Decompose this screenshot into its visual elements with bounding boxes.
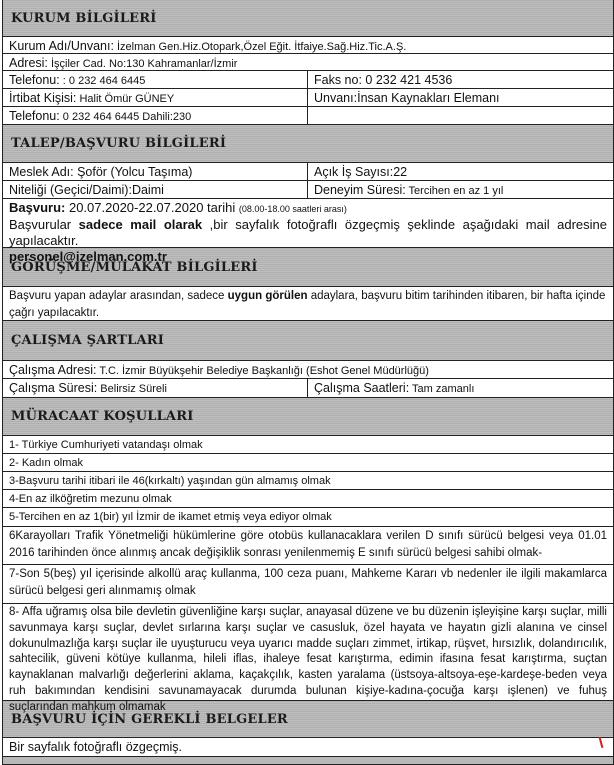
field-label: Çalışma Saatleri: bbox=[314, 381, 410, 395]
row-meslek bbox=[3, 163, 613, 181]
field-label: Telefonu: bbox=[9, 109, 60, 123]
row-nitelik bbox=[3, 181, 613, 199]
section-header-calisma bbox=[3, 321, 613, 361]
field-value: : 0 232 464 6445 bbox=[59, 75, 146, 87]
list-item: 5-Tercihen en az 1(bir) yıl İzmir de ikamet etmiş veya ediyor olmak bbox=[3, 508, 613, 527]
list-item: 1- Türkiye Cumhuriyeti vatandaşı olmak bbox=[3, 436, 613, 454]
section-title: GÖRÜŞME/MÜLAKAT BİLGİLERİ bbox=[11, 259, 258, 275]
section-header-talep bbox=[3, 125, 613, 163]
field-label: Adresi: bbox=[9, 56, 48, 70]
field-value: 22 bbox=[393, 165, 408, 179]
field-label: Meslek Adı: bbox=[9, 165, 74, 179]
job-posting-document bbox=[2, 0, 614, 765]
basvurular-text: Başvurular bbox=[9, 217, 79, 232]
list-item: 4-En az ilköğretim mezunu olmak bbox=[3, 490, 613, 508]
basvuru-hours: (08.00-18.00 saatleri arası) bbox=[238, 204, 347, 214]
email-link[interactable]: personel@izelman.com.tr bbox=[9, 249, 167, 264]
list-item: 8- Affa uğramış olsa bile devletin güvenliğine karşı suçlar, anayasal düzene ve bu düzenin işleyişine karşı suçlar, milli savunmaya karşı suçlar, devlet sırlarına karşı suçlar ve casusluk, özel hayata ve hayatın gizli alanına ve cinsel dokunulmazlığa karşı suçlar ile uyuşturucu veya uyarıcı madde suçları zimmet, irtikap, rüşvet, hırsızlık, dolandırıcılık, sahtecilik, güveni kötüye kullanma, hileli iflas, ihaleye fesat karıştırma, edimin ifasına fesat karıştırma, suçtan kaynaklanan malvarlığı değerlerini aklama, kaçakçılık, kasten yaralama (üstsoya-altsoya-eşe-kardeşe-beden veya ruh bakımından kendisini savunamayacak durumda bulunan kişiye-kadına-çocuğa karşı işlenen) ve fuhuş suçlarından mahkum olmamak bbox=[3, 604, 613, 701]
row-calisma-sure-saat bbox=[3, 379, 613, 398]
field-label: Faks no: bbox=[314, 73, 362, 87]
field-value: Belirsiz Süreli bbox=[97, 383, 167, 395]
row-telefon-faks bbox=[3, 71, 613, 89]
list-item: 6Karayolları Trafik Yönetmeliği hükümlerine göre otobüs kullanacaklara verilen D sınıfı sürücü belgesi veya 01.01 2016 tarihinden önce alınmış ancak değişiklik sonrası yenilenmemiş E sınıfı sürücü belgesi sahibi olmak- bbox=[3, 527, 613, 565]
field-label: Açık İş Sayısı: bbox=[314, 165, 394, 179]
basvurular-bold: sadece mail olarak bbox=[78, 217, 203, 232]
field-label: Kurum Adı/Unvanı: bbox=[9, 39, 114, 53]
field-value: Tercihen en az 1 yıl bbox=[405, 185, 504, 197]
field-label: Unvanı: bbox=[314, 91, 358, 105]
basvuru-dates: 20.07.2020-22.07.2020 tarihi bbox=[65, 200, 239, 215]
row-telefon-dahili bbox=[3, 107, 613, 125]
list-item: 3-Başvuru tarihi itibari ile 46(kırkaltı) yaşından gün almamış olmak bbox=[3, 472, 613, 490]
section-header-muracaat bbox=[3, 398, 613, 436]
basvurular-text-rest: ,bir sayfalık fotoğraflı özgeçmiş şeklinde aşağıdaki mail adresine yapılacaktır. bbox=[9, 217, 607, 248]
field-label: Deneyim Süresi: bbox=[314, 183, 406, 197]
field-label: İrtibat Kişisi: bbox=[9, 91, 77, 105]
field-value: Şoför (Yolcu Taşıma) bbox=[73, 165, 193, 179]
section-title: ÇALIŞMA ŞARTLARI bbox=[11, 333, 165, 348]
section-title: TALEP/BAŞVURU BİLGİLERİ bbox=[11, 136, 227, 151]
section-title: BAŞVURU İÇİN GEREKLİ BELGELER bbox=[11, 711, 288, 727]
gorusme-text-block bbox=[3, 287, 613, 321]
gorusme-bold: uygun görülen bbox=[227, 290, 308, 302]
gorusme-text-rest: adaylara, başvuru bitim tarihinden itibaren, bir hafta içinde çağrı yapılacaktır. bbox=[9, 290, 606, 319]
field-label: Çalışma Süresi: bbox=[9, 381, 98, 395]
section-title: KURUM BİLGİLERİ bbox=[11, 10, 157, 26]
row-kurum-adi bbox=[3, 37, 613, 54]
field-label: Telefonu: bbox=[9, 73, 60, 87]
basvuru-label: Başvuru: bbox=[9, 200, 66, 215]
field-value: İnsan Kaynakları Elemanı bbox=[357, 91, 500, 105]
field-value: Daimi bbox=[131, 183, 164, 197]
row-calisma-adresi bbox=[3, 361, 613, 379]
row-irtibat-unvan bbox=[3, 89, 613, 107]
section-header-kurum bbox=[3, 0, 613, 37]
field-value: Halit Ömür GÜNEY bbox=[76, 93, 175, 105]
section-title: MÜRACAAT KOŞULLARI bbox=[11, 409, 194, 424]
field-value: 0 232 464 6445 Dahili:230 bbox=[59, 111, 192, 123]
list-item: 7-Son 5(beş) yıl içerisinde alkollü araç kullanma, 100 ceza puanı, Mahkeme Kararı vb nedenler ile ilgili makamlarca sürücü belgesi geri alınmamış olmak bbox=[3, 565, 613, 604]
field-value: T.C. İzmir Büyükşehir Belediye Başkanlığı (Eshot Genel Müdürlüğü) bbox=[96, 365, 429, 377]
field-label: Niteliği (Geçici/Daimi): bbox=[9, 183, 132, 197]
field-value: İşçiler Cad. No:130 Kahramanlar/İzmir bbox=[47, 58, 238, 70]
basvuru-info-block bbox=[3, 199, 613, 264]
field-value: İzelman Gen.Hiz.Otopark,Özel Eğit. İtfaiye.Sağ.Hiz.Tic.A.Ş. bbox=[113, 41, 407, 53]
field-value: Tam zamanlı bbox=[409, 383, 475, 395]
bottom-strip bbox=[3, 757, 613, 765]
gorusme-text: Başvuru yapan adaylar arasından, sadece bbox=[9, 290, 228, 302]
row-belgeler: Bir sayfalık fotoğraflı özgeçmiş. bbox=[3, 738, 613, 757]
field-label: Çalışma Adresi: bbox=[9, 363, 97, 377]
row-adres bbox=[3, 54, 613, 71]
list-item: 2- Kadın olmak bbox=[3, 454, 613, 472]
field-value: 0 232 421 4536 bbox=[361, 73, 453, 87]
